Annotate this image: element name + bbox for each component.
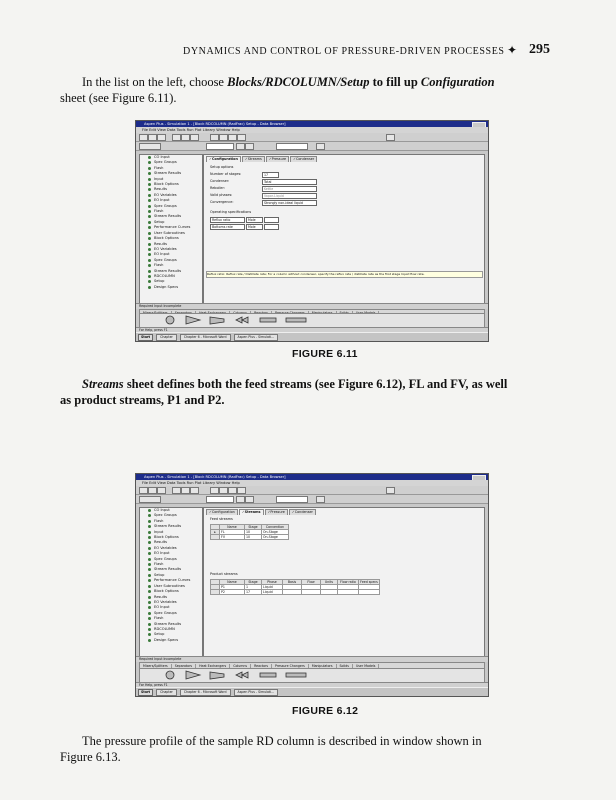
col-convention: Convention <box>262 525 289 530</box>
tab-pressure[interactable]: ✓Pressure <box>266 156 289 162</box>
tree-item[interactable]: Results <box>140 187 202 192</box>
tab-condenser[interactable]: ✓Condenser <box>290 156 317 162</box>
tree-item[interactable]: EO Input <box>140 551 202 556</box>
bottoms-rate-input[interactable] <box>264 224 279 230</box>
tree-item[interactable]: CO Input <box>140 508 202 513</box>
block-select[interactable] <box>139 143 161 150</box>
setup-form <box>203 154 485 304</box>
col-flow: Flow <box>302 580 321 585</box>
reflux-ratio-select[interactable]: Reflux ratio <box>210 217 245 223</box>
tree-item[interactable]: Stream Results <box>140 214 202 219</box>
table-header <box>211 580 380 585</box>
feed-name[interactable]: FV <box>220 535 245 540</box>
tree-item[interactable]: Input <box>140 177 202 182</box>
tree-item[interactable]: RDCOLUMN <box>140 627 202 632</box>
palette-tab[interactable]: Solids <box>337 664 353 668</box>
feed-stage[interactable]: 10 <box>245 530 262 535</box>
streams-form <box>203 507 485 657</box>
status-bar: Required Input Incomplete <box>136 303 488 309</box>
taskbar <box>136 332 488 341</box>
col-basis: Basis <box>283 580 302 585</box>
step-icon[interactable] <box>219 134 228 141</box>
task-aspen[interactable]: Aspen Plus - Simulati... <box>234 689 279 696</box>
tab-condenser[interactable]: ✓Condenser <box>289 509 316 515</box>
product-feed-specs[interactable] <box>359 590 380 595</box>
task-word[interactable]: Chapter 6 - Microsoft Word <box>180 689 231 696</box>
tree-item[interactable]: Input <box>140 530 202 535</box>
save-icon[interactable] <box>157 134 166 141</box>
bottoms-basis-select[interactable]: Mole <box>246 224 263 230</box>
tree-item[interactable]: Stream Results <box>140 622 202 627</box>
folder-select[interactable] <box>276 496 308 503</box>
window-title: Aspen Plus - Simulation 1 - [Block RDCOLUMN (RadFrac) Setup - Data Browser] <box>136 121 488 127</box>
tree-item[interactable]: EO Variables <box>140 600 202 605</box>
tree-item[interactable]: RDCOLUMN <box>140 274 202 279</box>
tree-item[interactable]: Stream Results <box>140 171 202 176</box>
tree-item[interactable]: EO Variables <box>140 546 202 551</box>
paragraph-2 <box>60 376 590 408</box>
start-button[interactable]: Start <box>138 334 153 341</box>
table-row[interactable] <box>211 535 289 540</box>
col-units: Units <box>321 580 338 585</box>
field-hint: Reflux ratio: Reflux rate / Distillate rate; For a column without condenser, specify the reflux rate / distillate rate as the first stage liquid flow rate. <box>206 271 483 278</box>
para1-text: In the list on the left, choose <box>82 75 228 89</box>
task-chapter[interactable]: Chapter <box>156 334 177 341</box>
tree-item[interactable]: Flash <box>140 209 202 214</box>
tree-item[interactable]: Spec Groups <box>140 611 202 616</box>
product-basis[interactable] <box>283 590 302 595</box>
tree-item[interactable]: Spec Groups <box>140 513 202 518</box>
col-stage: Stage <box>245 525 262 530</box>
palette-tab[interactable]: Heat Exchangers <box>196 664 230 668</box>
para1-text-3: sheet (see Figure 6.11). <box>60 91 177 105</box>
menu-bar[interactable]: File Edit View Data Tools Run Plot Library Window Help <box>136 480 488 486</box>
product-stage[interactable]: 17 <box>245 590 262 595</box>
stages-input[interactable]: 17 <box>262 172 279 178</box>
forward-icon[interactable] <box>245 496 254 503</box>
diamond-icon: ✦ <box>507 43 518 57</box>
help-hint: For Help, press F1 <box>136 682 488 688</box>
col-name: Name <box>220 580 245 585</box>
feed-streams-heading: Feed streams <box>210 517 233 521</box>
product-name[interactable]: P2 <box>220 590 245 595</box>
para2-text-2: as product streams, P1 and P2. <box>60 393 225 407</box>
cut-icon[interactable] <box>172 134 181 141</box>
para3-text: The pressure profile of the sample RD column is described in window shown in <box>82 734 482 748</box>
tree-item[interactable]: Flash <box>140 562 202 567</box>
figure-6-11-caption: FIGURE 6.11 <box>292 348 358 360</box>
condenser-select[interactable]: Total <box>262 179 317 185</box>
tree-item[interactable]: Spec Groups <box>140 204 202 209</box>
help-icon[interactable] <box>386 134 395 141</box>
para1-text-2: to fill up <box>369 75 421 89</box>
run-icon[interactable] <box>210 134 219 141</box>
data-browser-tree <box>139 154 203 304</box>
valid-phases-select[interactable]: Vapor-Liquid <box>262 193 317 199</box>
tree-item[interactable]: Results <box>140 540 202 545</box>
back-icon[interactable] <box>236 496 245 503</box>
save-icon[interactable] <box>157 487 166 494</box>
tree-item[interactable]: Flash <box>140 616 202 621</box>
col-phase: Phase <box>262 580 283 585</box>
copy-icon[interactable] <box>181 487 190 494</box>
paragraph-1 <box>60 74 580 106</box>
paste-icon[interactable] <box>190 134 199 141</box>
reboiler-select[interactable]: Kettle <box>262 186 317 192</box>
para1-path: Blocks/RDCOLUMN/Setup <box>227 75 370 89</box>
tree-item[interactable]: Setup <box>140 279 202 284</box>
task-chapter[interactable]: Chapter <box>156 689 177 696</box>
tree-item[interactable]: Stream Results <box>140 524 202 529</box>
para3-text-2: Figure 6.13. <box>60 750 121 764</box>
tree-item[interactable]: Spec Groups <box>140 258 202 263</box>
menu-bar[interactable]: File Edit View Data Tools Run Plot Library Window Help <box>136 127 488 133</box>
block-id-field[interactable] <box>206 143 234 150</box>
tree-item[interactable]: EO Input <box>140 605 202 610</box>
toolbar-2 <box>136 495 488 504</box>
stop-icon[interactable] <box>228 487 237 494</box>
col-stage: Stage <box>245 580 262 585</box>
tree-item[interactable]: EO Variables <box>140 247 202 252</box>
block-id-field[interactable] <box>206 496 234 503</box>
product-flow-ratio[interactable] <box>338 590 359 595</box>
palette-tab[interactable]: Mixers/Splitters <box>140 664 172 668</box>
tree-item[interactable]: Block Options <box>140 236 202 241</box>
table-row[interactable]: ▸ FL 10 On-Stage <box>211 530 289 535</box>
palette-tab[interactable]: Columns <box>230 664 251 668</box>
block-select[interactable] <box>139 496 161 503</box>
tree-item[interactable]: Results <box>140 242 202 247</box>
convergence-select[interactable]: Strongly non-ideal liquid <box>262 200 317 206</box>
help-icon[interactable] <box>386 487 395 494</box>
tree-item[interactable]: Flash <box>140 519 202 524</box>
col-flow-ratio: Flow ratio <box>338 580 359 585</box>
reflux-ratio-input[interactable] <box>264 217 279 223</box>
tree-item[interactable]: Setup <box>140 632 202 637</box>
task-word[interactable]: Chapter 6 - Microsoft Word <box>180 334 231 341</box>
run-icon[interactable] <box>210 487 219 494</box>
help-hint: For Help, press F1 <box>136 327 488 333</box>
tree-item[interactable]: Flash <box>140 263 202 268</box>
new-icon[interactable] <box>139 487 148 494</box>
paste-icon[interactable] <box>190 487 199 494</box>
toolbar-1 <box>136 133 488 142</box>
palette-tab[interactable]: User Models <box>353 664 380 668</box>
label-stages: Number of stages: <box>210 172 242 176</box>
para2-streams: Streams <box>82 377 124 391</box>
running-head: DYNAMICS AND CONTROL OF PRESSURE-DRIVEN PROCESSES <box>183 46 505 57</box>
label-operating-specs: Operating specifications <box>210 210 252 214</box>
tree-item[interactable]: Flash <box>140 166 202 171</box>
tree-item[interactable]: User Subroutines <box>140 231 202 236</box>
tree-item[interactable]: Design Specs <box>140 638 202 643</box>
tab-configuration[interactable]: ✓Configuration <box>206 156 241 162</box>
figure-6-12-caption: FIGURE 6.12 <box>292 705 359 717</box>
tree-item[interactable]: Spec Groups <box>140 160 202 165</box>
stop-icon[interactable] <box>228 134 237 141</box>
figure-6-11-screenshot <box>135 120 489 342</box>
folder-select[interactable] <box>276 143 308 150</box>
product-stage[interactable]: 1 <box>245 585 262 590</box>
tree-item[interactable]: Stream Results <box>140 567 202 572</box>
tree-item[interactable]: CO Input <box>140 155 202 160</box>
feed-name[interactable]: FL <box>220 530 245 535</box>
taskbar <box>136 687 488 696</box>
palette-tab[interactable]: Separators <box>172 664 196 668</box>
product-streams-table <box>210 579 380 595</box>
setup-tabs <box>206 509 317 514</box>
product-name[interactable]: P1 <box>220 585 245 590</box>
figure-6-12-screenshot <box>135 473 489 697</box>
palette-icons <box>140 314 486 328</box>
reflux-basis-select[interactable]: Mole <box>246 217 263 223</box>
palette-tab[interactable]: Pressure Changers <box>272 664 309 668</box>
tab-pressure[interactable]: ✓Pressure <box>265 509 288 515</box>
tree-item[interactable]: Block Options <box>140 182 202 187</box>
tree-item[interactable]: Block Options <box>140 535 202 540</box>
tree-item[interactable]: Design Specs <box>140 285 202 290</box>
product-streams-heading: Product streams <box>210 572 238 576</box>
product-flow[interactable] <box>302 590 321 595</box>
cut-icon[interactable] <box>172 487 181 494</box>
feed-convention[interactable]: On-Stage <box>262 530 289 535</box>
palette-tab[interactable]: Manipulators <box>309 664 337 668</box>
label-convergence: Convergence: <box>210 200 234 204</box>
window-title: Aspen Plus - Simulation 1 - [Block RDCOLUMN (RadFrac) Setup - Data Browser] <box>136 474 488 480</box>
bottoms-rate-select[interactable]: Bottoms rate <box>210 224 245 230</box>
product-phase[interactable]: Liquid <box>262 590 283 595</box>
status-bar: Required Input Incomplete <box>136 656 488 662</box>
data-browser-tree <box>139 507 203 657</box>
palette-tab[interactable]: Reactors <box>251 664 272 668</box>
tree-item[interactable]: EO Input <box>140 198 202 203</box>
product-units[interactable] <box>321 590 338 595</box>
tree-item[interactable]: Performance Curves <box>140 225 202 230</box>
table-row[interactable] <box>211 590 380 595</box>
open-icon[interactable] <box>148 487 157 494</box>
setup-tabs <box>206 156 318 161</box>
tree-item[interactable]: Setup <box>140 573 202 578</box>
tab-configuration[interactable]: ✓Configuration <box>206 509 238 515</box>
task-aspen[interactable]: Aspen Plus - Simulati... <box>234 334 279 341</box>
reinit-icon[interactable] <box>237 487 246 494</box>
para2-text: sheet defines both the feed streams (see Figure 6.12), FL and FV, as well <box>123 377 508 391</box>
para1-sheet: Configuration <box>420 75 495 89</box>
tab-streams[interactable]: ✓Streams <box>239 509 264 515</box>
tree-item[interactable]: Performance Curves <box>140 578 202 583</box>
paragraph-3 <box>60 733 600 765</box>
next-icon[interactable] <box>316 496 325 503</box>
col-name: Name <box>220 525 245 530</box>
label-valid-phases: Valid phases: <box>210 193 233 197</box>
col-feed-specs: Feed specs <box>360 580 378 584</box>
running-header <box>0 40 616 60</box>
copy-icon[interactable] <box>181 134 190 141</box>
toolbar-1 <box>136 486 488 495</box>
label-setup-options: Setup options <box>210 165 234 169</box>
feed-stage[interactable]: 10 <box>245 535 262 540</box>
tree-item[interactable]: Block Options <box>140 589 202 594</box>
tree-item[interactable]: EO Variables <box>140 193 202 198</box>
palette-icons <box>140 669 486 683</box>
product-phase[interactable]: Liquid <box>262 585 283 590</box>
back-icon[interactable] <box>236 143 245 150</box>
tree-item[interactable]: Results <box>140 595 202 600</box>
label-reboiler: Reboiler: <box>210 186 225 190</box>
toolbar-2 <box>136 142 488 151</box>
tree-item[interactable]: Spec Groups <box>140 557 202 562</box>
next-icon[interactable] <box>316 143 325 150</box>
tab-streams[interactable]: ✓Streams <box>242 156 265 162</box>
tree-item[interactable]: Setup <box>140 220 202 225</box>
open-icon[interactable] <box>148 134 157 141</box>
feed-convention[interactable]: On-Stage <box>262 535 289 540</box>
label-condenser: Condenser: <box>210 179 230 183</box>
reinit-icon[interactable] <box>237 134 246 141</box>
page-number: 295 <box>529 42 550 57</box>
tree-item[interactable]: User Subroutines <box>140 584 202 589</box>
step-icon[interactable] <box>219 487 228 494</box>
feed-streams-table <box>210 524 289 540</box>
tree-item[interactable]: EO Input <box>140 252 202 257</box>
start-button[interactable]: Start <box>138 689 153 696</box>
forward-icon[interactable] <box>245 143 254 150</box>
new-icon[interactable] <box>139 134 148 141</box>
tree-item[interactable]: Stream Results <box>140 269 202 274</box>
